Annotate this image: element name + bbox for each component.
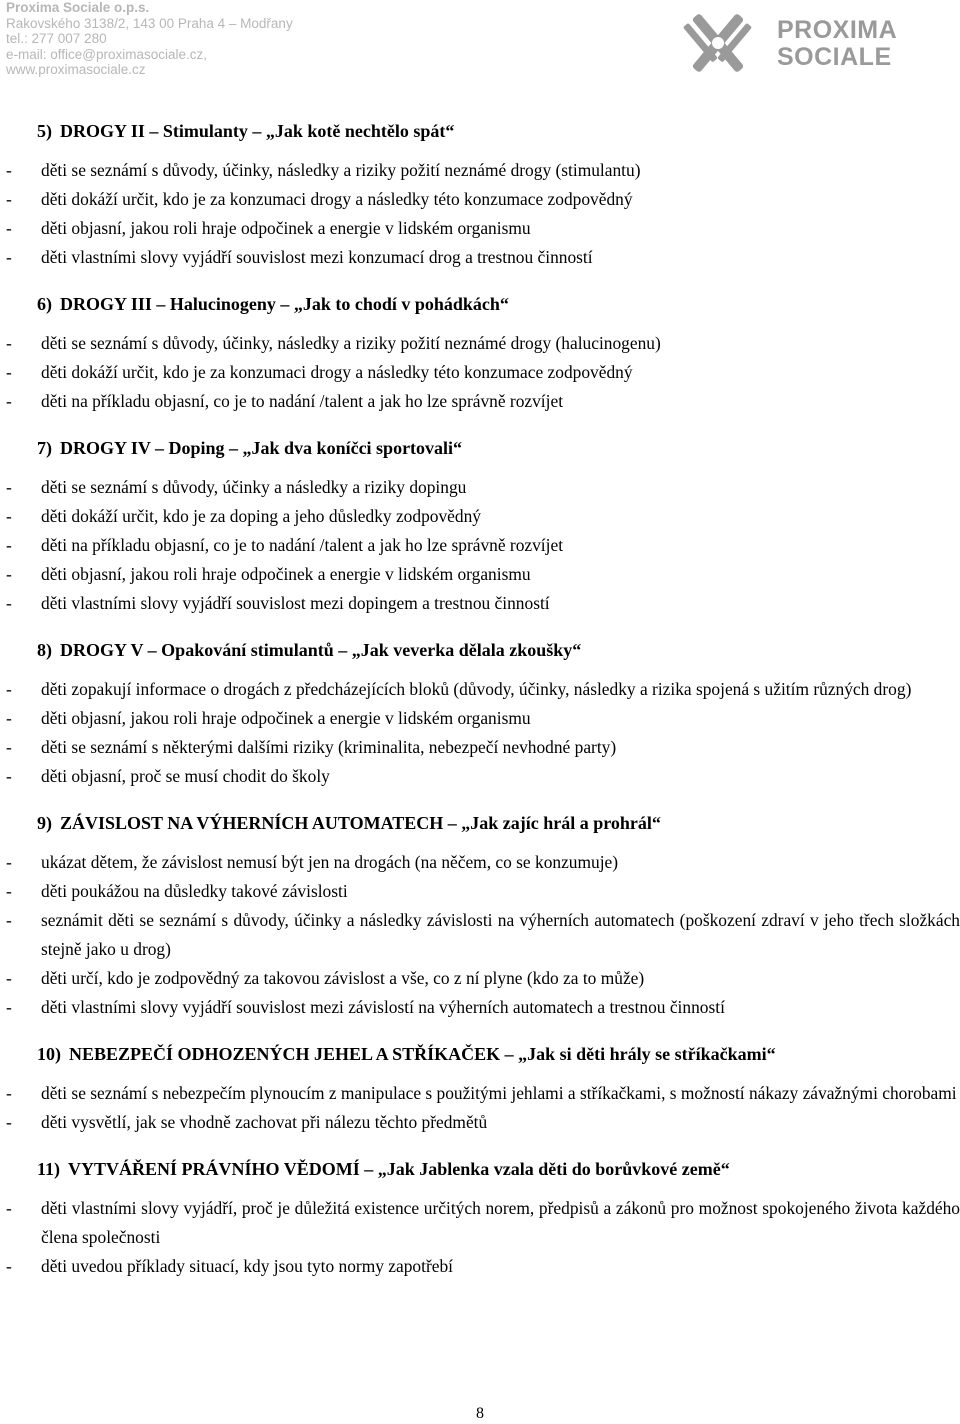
bullet-list [0,1194,960,1281]
section-number: 6) [37,294,52,314]
section-heading [0,636,960,665]
org-phone: tel.: 277 007 280 [6,31,107,46]
list-item: - děti se seznámí s některými dalšími riziky (kriminalita, nebezpečí nevhodné party) [0,733,960,762]
list-item: - děti určí, kdo je zodpovědný za takovou závislost a vše, co z ní plyne (kdo za to může) [0,964,960,993]
section-title: DROGY V – Opakování stimulantů – „Jak veverka dělala zkoušky“ [60,640,582,660]
section-title: DROGY II – Stimulanty – „Jak kotě nechtělo spát“ [60,121,455,141]
list-item: - děti na příkladu objasní, co je to nadání /talent a jak ho lze správně rozvíjet [0,387,960,416]
section-6 [0,290,960,416]
list-item: - děti se seznámí s důvody, účinky, následky a riziky požití neznámé drogy (stimulantu) [0,156,960,185]
section-10 [0,1040,960,1137]
list-item: - děti vlastními slovy vyjádří souvislost mezi závislostí na výherních automatech a trestnou činností [0,993,960,1022]
list-item: - děti dokáží určit, kdo je za konzumaci drogy a následky této konzumace zodpovědný [0,185,960,214]
bullet-list [0,1079,960,1137]
section-5 [0,117,960,272]
list-item: - děti se seznámí s nebezpečím plynoucím z manipulace s použitými jehlami a stříkačkami, s možností nákazy závažnými chorobami [0,1079,960,1108]
section-heading [0,434,960,463]
list-item: - děti se seznámí s důvody, účinky, následky a riziky požití neznámé drogy (halucinogenu) [0,329,960,358]
section-number: 7) [37,438,52,458]
section-8 [0,636,960,791]
list-item: - děti vlastními slovy vyjádří souvislost mezi dopingem a trestnou činností [0,589,960,618]
list-item: - děti vlastními slovy vyjádří souvislost mezi konzumací drog a trestnou činností [0,243,960,272]
letterhead [6,0,293,78]
logo-line2: SOCIALE [777,43,892,71]
list-item: - seznámit děti se seznámí s důvody, účinky a následky závislosti na výherních automatech (poškození zdraví v jeho třech složkách stejně jako u drog) [0,906,960,964]
section-7 [0,434,960,618]
document-body [0,117,960,1299]
list-item: - děti objasní, jakou roli hraje odpočinek a energie v lidském organismu [0,214,960,243]
org-address: Rakovského 3138/2, 143 00 Praha 4 – Modřany [6,15,293,31]
list-item: - děti uvedou příklady situací, kdy jsou tyto normy zapotřebí [0,1252,960,1281]
list-item: - děti dokáží určit, kdo je za konzumaci drogy a následky této konzumace zodpovědný [0,358,960,387]
section-title: NEBEZPEČÍ ODHOZENÝCH JEHEL A STŘÍKAČEK – „Jak si děti hrály se stříkačkami“ [69,1044,776,1064]
bullet-list [0,473,960,618]
section-heading [0,809,960,838]
list-item: - děti objasní, proč se musí chodit do školy [0,762,960,791]
org-web: www.proximasociale.cz [6,62,146,77]
bullet-list [0,848,960,1022]
section-number: 10) [37,1044,61,1064]
list-item: - děti na příkladu objasní, co je to nadání /talent a jak ho lze správně rozvíjet [0,531,960,560]
list-item: - ukázat dětem, že závislost nemusí být jen na drogách (na něčem, co se konzumuje) [0,848,960,877]
section-title: DROGY IV – Doping – „Jak dva koníčci sportovali“ [60,438,463,458]
bullet-list [0,329,960,416]
proxima-sociale-logo [655,2,945,86]
bullet-list [0,675,960,791]
section-heading [0,290,960,319]
logo-mark-icon [655,2,775,86]
org-name: Proxima Sociale o.p.s. [6,0,150,15]
list-item: - děti objasní, jakou roli hraje odpočinek a energie v lidském organismu [0,560,960,589]
section-heading [0,117,960,146]
section-11 [0,1155,960,1281]
section-number: 11) [37,1159,61,1179]
logo-wordmark [777,17,897,71]
bullet-list [0,156,960,272]
section-title: ZÁVISLOST NA VÝHERNÍCH AUTOMATECH – „Jak zajíc hrál a prohrál“ [60,813,661,833]
section-heading [0,1040,960,1069]
list-item: - děti se seznámí s důvody, účinky a následky a riziky dopingu [0,473,960,502]
list-item: - děti zopakují informace o drogách z předcházejících bloků (důvody, účinky, následky a rizika spojená s užitím různých drog) [0,675,960,704]
list-item: - děti objasní, jakou roli hraje odpočinek a energie v lidském organismu [0,704,960,733]
section-number: 9) [37,813,52,833]
section-number: 8) [37,640,52,660]
logo-line1: PROXIMA [777,16,898,44]
section-number: 5) [37,121,52,141]
org-email: e-mail: office@proximasociale.cz, [6,46,208,62]
section-title: VYTVÁŘENÍ PRÁVNÍHO VĚDOMÍ – „Jak Jablenka vzala děti do borůvkové země“ [68,1159,730,1179]
section-heading [0,1155,960,1184]
list-item: - děti vysvětlí, jak se vhodně zachovat při nálezu těchto předmětů [0,1108,960,1137]
list-item: - děti vlastními slovy vyjádří, proč je důležitá existence určitých norem, předpisů a zákonů pro možnost spokojeného života každého člena společnosti [0,1194,960,1252]
list-item: - děti dokáží určit, kdo je za doping a jeho důsledky zodpovědný [0,502,960,531]
section-9 [0,809,960,1022]
page-number: 8 [476,1405,484,1422]
list-item: - děti poukážou na důsledky takové závislosti [0,877,960,906]
section-title: DROGY III – Halucinogeny – „Jak to chodí v pohádkách“ [60,294,509,314]
